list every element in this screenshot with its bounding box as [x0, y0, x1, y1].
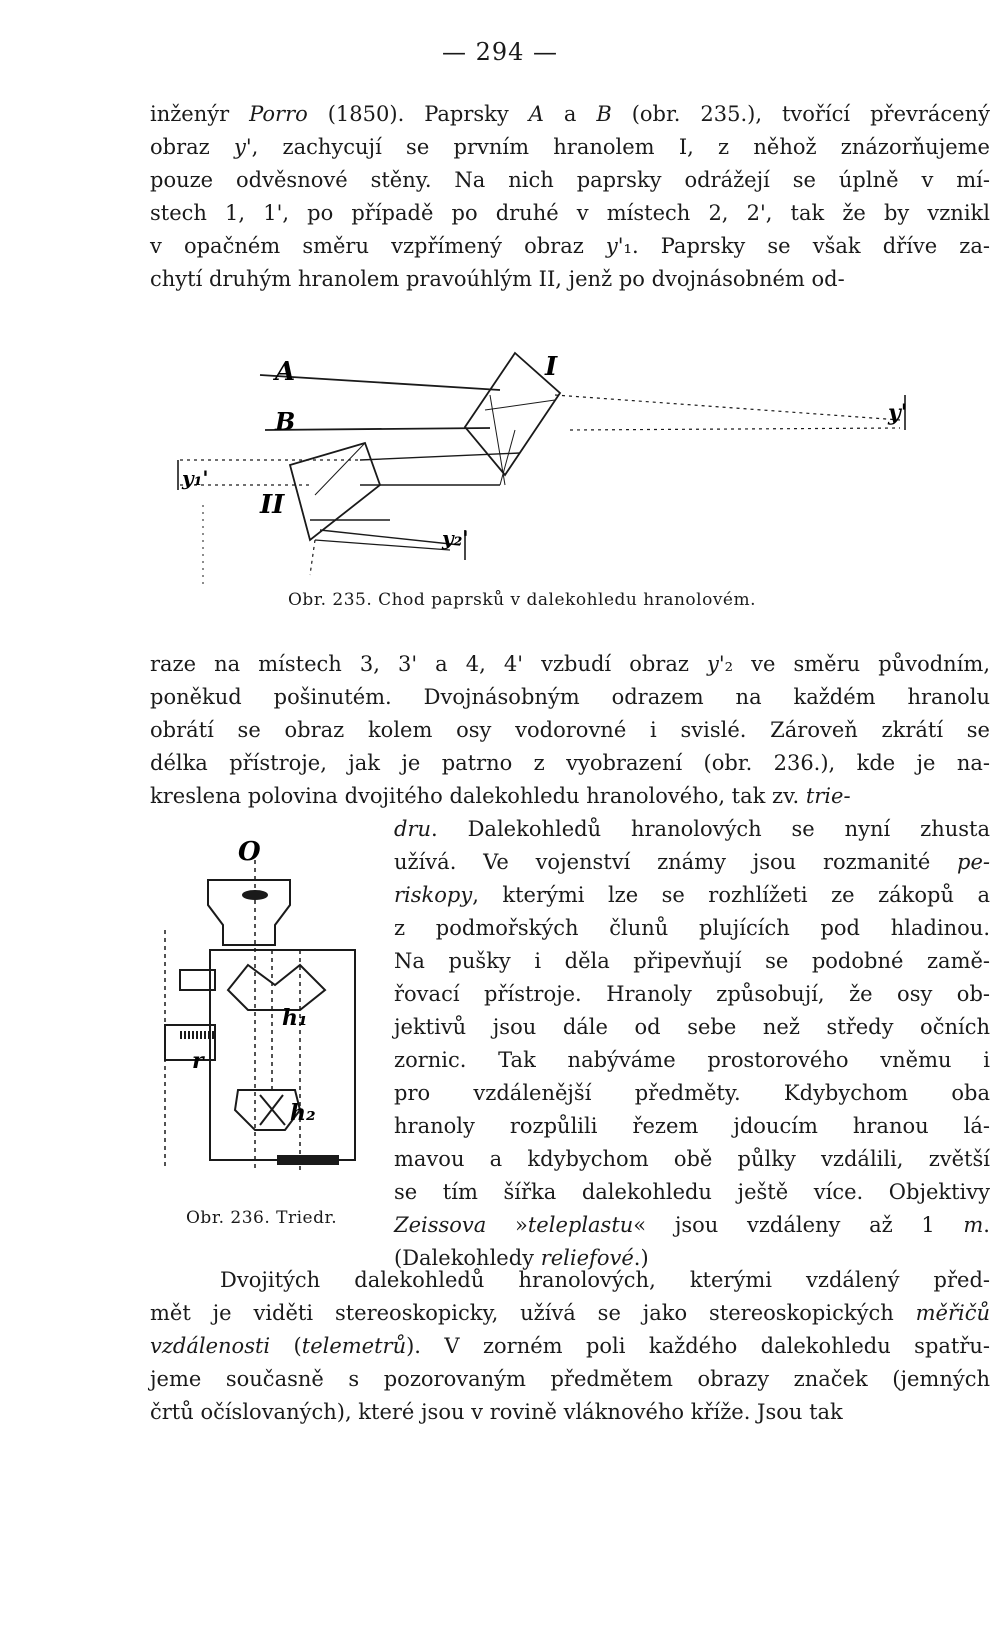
text-line: se tím šířka dalekohledu ještě více. Objektivy [394, 1180, 990, 1204]
figure-236 [150, 840, 370, 1170]
text-line: (Dalekohledy reliefové.) [394, 1246, 649, 1270]
text-line: Na pušky i děla připevňují se podobné zamě- [394, 949, 990, 973]
figure-235-caption: Obr. 235. Chod paprsků v dalekohledu hranolovém. [288, 590, 757, 610]
label-h1: h₁ [282, 1005, 308, 1031]
text-line: kreslena polovina dvojitého dalekohledu hranolového, tak zv. trie- [150, 784, 851, 808]
text-line: užívá. Ve vojenství známy jsou rozmanité pe- [394, 850, 990, 874]
label-y1: y₁' [182, 466, 209, 490]
text-line: stech 1, 1', po případě po druhé v místech 2, 2', tak že by vznikl [150, 201, 990, 225]
page-number: — 294 — [441, 38, 559, 66]
text-line: Zeissova »teleplastu« jsou vzdáleny až 1 m. [394, 1213, 990, 1237]
paragraph-1 [150, 98, 990, 296]
label-y2: y₂' [442, 526, 469, 550]
figure-235 [160, 335, 960, 585]
text-line: pro vzdálenější předměty. Kdybychom oba [394, 1081, 990, 1105]
text-line: délka přístroje, jak je patrno z vyobrazení (obr. 236.), kde je na- [150, 751, 990, 775]
label-II: II [260, 490, 285, 520]
prism-h1 [228, 965, 325, 1010]
text-line: obrátí se obraz kolem osy vodorovné i svislé. Zároveň zkrátí se [150, 718, 990, 742]
text-line: jeme současně s pozorovaným předmětem obrazy značek (jemných [150, 1367, 990, 1391]
label-h2: h₂ [290, 1100, 316, 1126]
label-I: I [545, 352, 558, 382]
figure-236-caption: Obr. 236. Triedr. [186, 1208, 338, 1228]
text-line: obraz y', zachycují se prvním hranolem I, z něhož znázorňujeme [150, 135, 990, 159]
tube-body [210, 950, 355, 1160]
text-line: z podmořských člunů plujících pod hladinou. [394, 916, 990, 940]
text-line: raze na místech 3, 3' a 4, 4' vzbudí obraz y'₂ ve směru původním, [150, 652, 990, 676]
text-line: črtů očíslovaných), které jsou v rovině vláknového kříže. Jsou tak [150, 1400, 843, 1424]
text-line: řovací přístroje. Hranoly způsobují, že osy ob- [394, 982, 990, 1006]
text-line: mavou a kdybychom obě půlky vzdálili, zvětší [394, 1147, 990, 1171]
text-line: Dvojitých dalekohledů hranolových, kterými vzdálený před- [220, 1268, 990, 1292]
text-line: vzdálenosti (telemetrů). V zorném poli každého dalekohledu spatřu- [150, 1334, 991, 1358]
text-line: zornic. Tak nabýváme prostorového vněmu i [394, 1048, 990, 1072]
text-line: hranoly rozpůlili řezem jdoucím hranou lá- [394, 1114, 990, 1138]
text-line: chytí druhým hranolem pravoúhlým II, jenž po dvojnásobném od- [150, 267, 845, 291]
label-B: B [275, 407, 296, 436]
paragraph-3 [150, 1264, 990, 1429]
text-line: mět je viděti stereoskopicky, užívá se jako stereoskopických měřičů [150, 1301, 990, 1325]
text-line: poněkud pošinutém. Dvojnásobným odrazem na každém hranolu [150, 685, 990, 709]
label-A: A [275, 357, 296, 387]
label-y-prime: y' [888, 400, 908, 426]
label-r: r [192, 1048, 204, 1074]
text-line: jektivů jsou dále od sebe než středy očních [394, 1015, 990, 1039]
text-line: pouze odvěsnové stěny. Na nich paprsky odrážejí se úplně v mí- [150, 168, 990, 192]
text-line: riskopy, kterými lze se rozhlížeti ze zákopů a [394, 883, 990, 907]
text-line: v opačném směru vzpřímený obraz y'₁. Paprsky se však dříve za- [150, 234, 990, 258]
side-text [394, 813, 990, 1275]
text-line: dru. Dalekohledů hranolových se nyní zhusta [394, 817, 990, 841]
label-O: O [238, 840, 261, 867]
prism-2 [290, 443, 380, 540]
paragraph-2 [150, 648, 990, 813]
text-line: inženýr Porro (1850). Paprsky A a B (obr. 235.), tvořící převrácený [150, 102, 990, 126]
